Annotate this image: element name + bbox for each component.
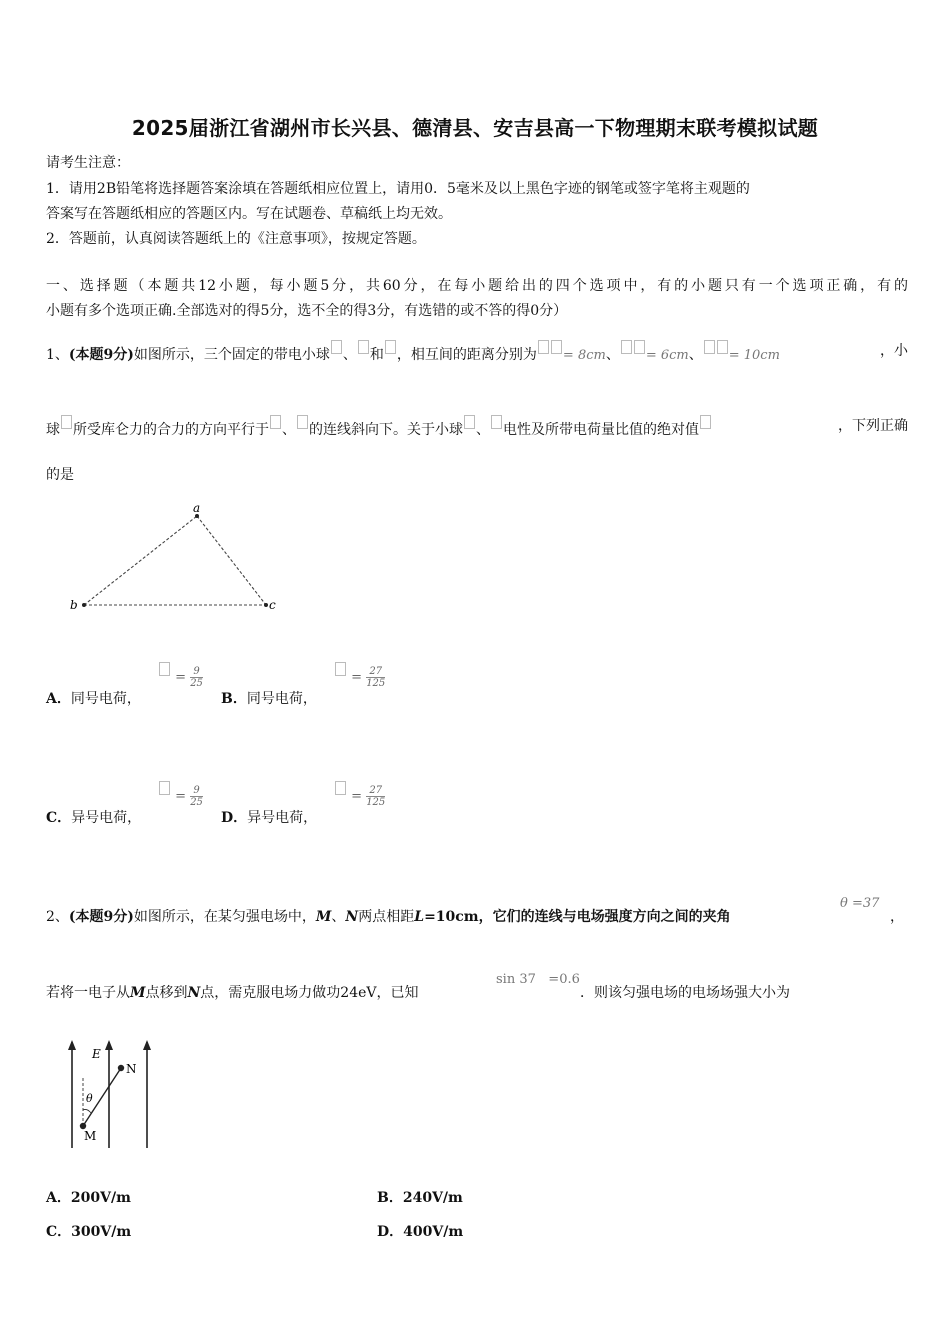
option-text: 240V/m xyxy=(402,1190,463,1206)
triangle-figure xyxy=(65,500,280,615)
symbol-placeholder xyxy=(159,662,170,676)
label-e: E xyxy=(92,1047,101,1061)
option-text: 异号电荷， xyxy=(247,810,318,826)
denominator: 25 xyxy=(190,797,203,808)
section-heading-line2: 小题有多个选项正确.全部选对的得5分，选不全的得3分，有选错的或不答的得0分） xyxy=(46,303,568,319)
denominator: 25 xyxy=(190,678,203,689)
q1-text: ，下列正确 xyxy=(838,418,908,434)
sine-label: sin 37 xyxy=(496,972,536,987)
angle-arc xyxy=(83,1109,91,1113)
option-d[interactable] xyxy=(377,1221,463,1241)
numerator: 9 xyxy=(190,785,203,797)
label-theta: θ xyxy=(86,1092,93,1105)
q1-text: 球 xyxy=(46,422,60,438)
option-a-formula xyxy=(158,662,203,689)
symbol-placeholder xyxy=(491,415,502,429)
point-m-text: M xyxy=(315,909,332,925)
option-text: 400V/m xyxy=(403,1224,464,1240)
label-a: a xyxy=(193,501,201,515)
section-heading-line1: 一、选择题（本题共12小题，每小题5分，共60分，在每小题给出的四个选项中，有的小题只有一个选项正确，有的 xyxy=(46,278,908,294)
q2-text: 如图所示，在某匀强电场中， xyxy=(133,909,316,925)
point-n-text: N xyxy=(345,909,359,925)
question-1-line1 xyxy=(46,340,780,364)
arrow-up-icon xyxy=(143,1040,151,1050)
option-letter: B． xyxy=(377,1190,403,1206)
option-letter: C． xyxy=(46,1224,72,1240)
side-ac xyxy=(197,516,266,605)
symbol-placeholder xyxy=(297,415,308,429)
fraction xyxy=(366,785,385,808)
fraction xyxy=(366,666,385,689)
label-n: N xyxy=(126,1062,137,1076)
option-text: 同号电荷， xyxy=(246,691,317,707)
q1-text: ，小 xyxy=(880,343,908,359)
q1-text: 所受库仑力的合力的方向平行于 xyxy=(73,422,269,438)
symbol-placeholder xyxy=(335,781,346,795)
distance-bc: = 10cm xyxy=(728,348,780,363)
q1-text: 、 xyxy=(282,422,296,438)
q2-text: 两点相距 xyxy=(358,909,415,925)
symbol-placeholder xyxy=(61,415,72,429)
q1-text: ，相互间的距离分别为 xyxy=(396,347,537,363)
q1-text: 、 xyxy=(605,347,620,363)
q2-text: ．则该匀强电场的电场场强大小为 xyxy=(580,985,790,1001)
denominator: 125 xyxy=(366,797,386,808)
sine-result: =0.6 xyxy=(548,972,580,987)
denominator: 125 xyxy=(366,678,386,689)
sine-value xyxy=(496,972,580,987)
point-b xyxy=(82,603,86,607)
q1-text: 、 xyxy=(342,347,357,363)
option-b[interactable] xyxy=(221,688,317,708)
symbol-placeholder xyxy=(159,781,170,795)
option-c-formula xyxy=(158,781,203,808)
arrow-up-icon xyxy=(105,1040,113,1050)
equals-sign: = xyxy=(175,670,187,685)
q1-text: 和 xyxy=(369,347,384,363)
question-2-line1 xyxy=(46,906,731,926)
symbol-placeholder xyxy=(331,340,342,354)
equals-sign: = xyxy=(351,789,363,804)
option-b-formula xyxy=(334,662,385,689)
option-letter: C． xyxy=(46,810,72,826)
option-letter: D． xyxy=(221,810,248,826)
question-number: 2、 xyxy=(46,909,69,925)
equals-sign: = xyxy=(175,789,187,804)
notice-item-2: 2．答题前，认真阅读答题纸上的《注意事项》，按规定答题。 xyxy=(46,231,426,247)
arrow-up-icon xyxy=(68,1040,76,1050)
question-1-line3: 的是 xyxy=(46,467,74,483)
q1-text: 、 xyxy=(688,347,703,363)
point-n-text: N xyxy=(187,985,201,1001)
fraction xyxy=(190,666,203,689)
option-letter: D． xyxy=(377,1224,404,1240)
option-text: 同号电荷， xyxy=(70,691,141,707)
question-score: (本题9分) xyxy=(68,347,134,363)
symbol-placeholder xyxy=(358,340,369,354)
question-number: 1、 xyxy=(46,347,69,363)
equals-sign: = xyxy=(351,670,363,685)
option-b[interactable] xyxy=(377,1187,463,1207)
symbol-placeholder xyxy=(704,340,715,354)
option-letter: A． xyxy=(46,1190,71,1206)
option-letter: A． xyxy=(46,691,71,707)
symbol-placeholder xyxy=(385,340,396,354)
q1-text: 、 xyxy=(476,422,490,438)
q2-text: 若将一电子从 xyxy=(46,985,130,1001)
label-m: M xyxy=(84,1129,97,1143)
option-c[interactable] xyxy=(46,1221,131,1241)
side-ab xyxy=(84,516,197,605)
point-m-text: M xyxy=(130,985,146,1001)
q1-text: 如图所示，三个固定的带电小球 xyxy=(133,347,330,363)
option-c[interactable] xyxy=(46,807,141,827)
numerator: 27 xyxy=(366,785,385,797)
symbol-placeholder xyxy=(335,662,346,676)
symbol-placeholder xyxy=(700,415,711,429)
point-c xyxy=(264,603,268,607)
notice-item-1b: 答案写在答题纸相应的答题区内。写在试题卷、草稿纸上均无效。 xyxy=(46,206,452,222)
option-d[interactable] xyxy=(221,807,317,827)
distance-ac: = 6cm xyxy=(645,348,689,363)
option-text: 异号电荷， xyxy=(71,810,142,826)
option-a[interactable] xyxy=(46,688,141,708)
label-b: b xyxy=(70,598,78,612)
numerator: 27 xyxy=(366,666,385,678)
symbol-placeholder xyxy=(551,340,562,354)
q2-text: ， xyxy=(890,909,904,925)
q1-text: 的连线斜向下。关于小球 xyxy=(309,422,463,438)
q2-text: =10cm，它们的连线与电场强度方向之间的夹角 xyxy=(424,909,731,925)
option-letter: B． xyxy=(221,691,247,707)
q2-text: 、 xyxy=(331,909,346,925)
point-n xyxy=(118,1065,124,1071)
question-score: (本题9分) xyxy=(68,909,134,925)
electric-field-figure xyxy=(62,1036,162,1151)
distance-ab: = 8cm xyxy=(562,348,606,363)
symbol-placeholder xyxy=(621,340,632,354)
symbol-placeholder xyxy=(634,340,645,354)
notice-item-1a: 1．请用2B铅笔将选择题答案涂填在答题纸相应位置上，请用0．5毫米及以上黑色字迹的钢笔或签字笔将主观题的 xyxy=(46,181,750,197)
symbol-placeholder xyxy=(464,415,475,429)
notice-heading: 请考生注意： xyxy=(46,155,130,171)
option-d-formula xyxy=(334,781,385,808)
q1-text: 电性及所带电荷量比值的绝对值 xyxy=(503,422,699,438)
q2-text: 点，需克服电场力做功24eV，已知 xyxy=(200,985,419,1001)
fraction xyxy=(190,785,203,808)
angle-theta: θ =37 xyxy=(840,896,880,911)
symbol-placeholder xyxy=(717,340,728,354)
symbol-placeholder xyxy=(270,415,281,429)
label-c: c xyxy=(269,598,276,612)
question-2-line2 xyxy=(46,982,419,1002)
option-text: 300V/m xyxy=(71,1224,132,1240)
length-symbol: L xyxy=(414,909,425,925)
option-text: 200V/m xyxy=(70,1190,131,1206)
option-a[interactable] xyxy=(46,1187,131,1207)
symbol-placeholder xyxy=(538,340,549,354)
q2-text: 点移到 xyxy=(145,985,188,1001)
numerator: 9 xyxy=(190,666,203,678)
page-title: 2025届浙江省湖州市长兴县、德清县、安吉县高一下物理期末联考模拟试题 xyxy=(131,116,819,140)
question-1-line2 xyxy=(46,415,712,439)
